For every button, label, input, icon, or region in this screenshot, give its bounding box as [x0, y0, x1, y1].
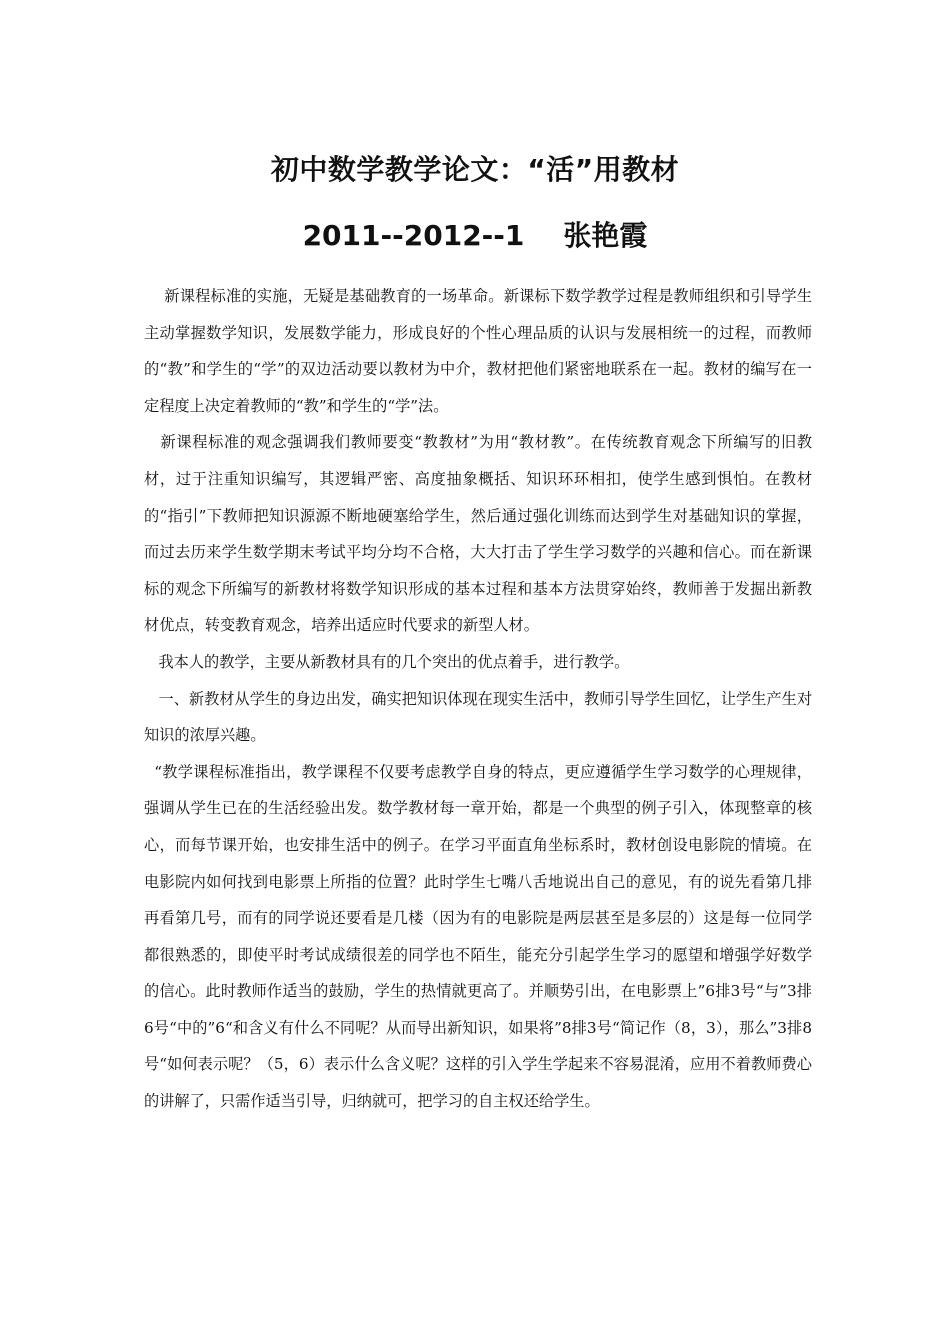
- paragraph-point-one: 一、新教材从学生的身边出发，确实把知识体现在现实生活中，教师引导学生回忆，让学生产生对知识的浓厚兴趣。: [144, 689, 813, 745]
- document-title: 初中数学教学论文：“活”用教材: [270, 153, 680, 186]
- document-subtitle: 2011--2012--1 张艳霞: [302, 219, 648, 252]
- paragraph-approach: 我本人的教学，主要从新教材具有的几个突出的优点着手，进行教学。: [144, 652, 630, 671]
- paragraph-concept: 新课程标准的观念强调我们教师要变“教教材”为用“教材教”。在传统教育观念下所编写的旧教材，过于注重知识编写，其逻辑严密、高度抽象概括、知识环环相扣，使学生感到惧怕。在教材的“指引”下教师把知识源源不断地硬塞给学生，然后通过强化训练而达到学生对基础知识的掌握，而过去历来学生数学期末考试平均分均不合格，大大打击了学生学习数学的兴趣和信心。而在新课标的观念下所编写的新教材将数学知识形成的基本过程和基本方法贯穿始终，教师善于发掘出新教材优点，转变教育观念，培养出适应时代要求的新型人材。: [144, 433, 813, 635]
- document-body: [144, 278, 812, 1120]
- paragraph-example: “教学课程标准指出，教学课程不仅要考虑教学自身的特点，更应遵循学生学习数学的心理规律，强调从学生已在的生活经验出发。数学教材每一章开始，都是一个典型的例子引入，体现整章的核心，而每节课开始，也安排生活中的例子。在学习平面直角坐标系时，教材创设电影院的情境。在电影院内如何找到电影票上所指的位置？此时学生七嘴八舌地说出自己的意见，有的说先看第几排再看第几号，而有的同学说还要看是几楼（因为有的电影院是两层甚至是多层的）这是每一位同学都很熟悉的，即使平时考试成绩很差的同学也不陌生，能充分引起学生学习的愿望和增强学好数学的信心。此时教师作适当的鼓励，学生的热情就更高了。并顺势引出，在电影票上”6排3号“与”3排6号“中的”6“和含义有什么不同呢？从而导出新知识，如果将”8排3号“简记作（8，3），那么”3排8号“如何表示呢？（5，6）表示什么含义呢？这样的引入学生学起来不容易混淆，应用不着教师费心的讲解了，只需作适当引导，归纳就可，把学习的自主权还给学生。: [144, 762, 812, 1111]
- paragraph-intro: 新课程标准的实施，无疑是基础教育的一场革命。新课标下数学教学过程是教师组织和引导学生主动掌握数学知识，发展数学能力，形成良好的个性心理品质的认识与发展相统一的过程，而教师的“教”和学生的“学”的双边活动要以教材为中介，教材把他们紧密地联系在一起。教材的编写在一定程度上决定着教师的“教”和学生的“学”法。: [144, 287, 813, 415]
